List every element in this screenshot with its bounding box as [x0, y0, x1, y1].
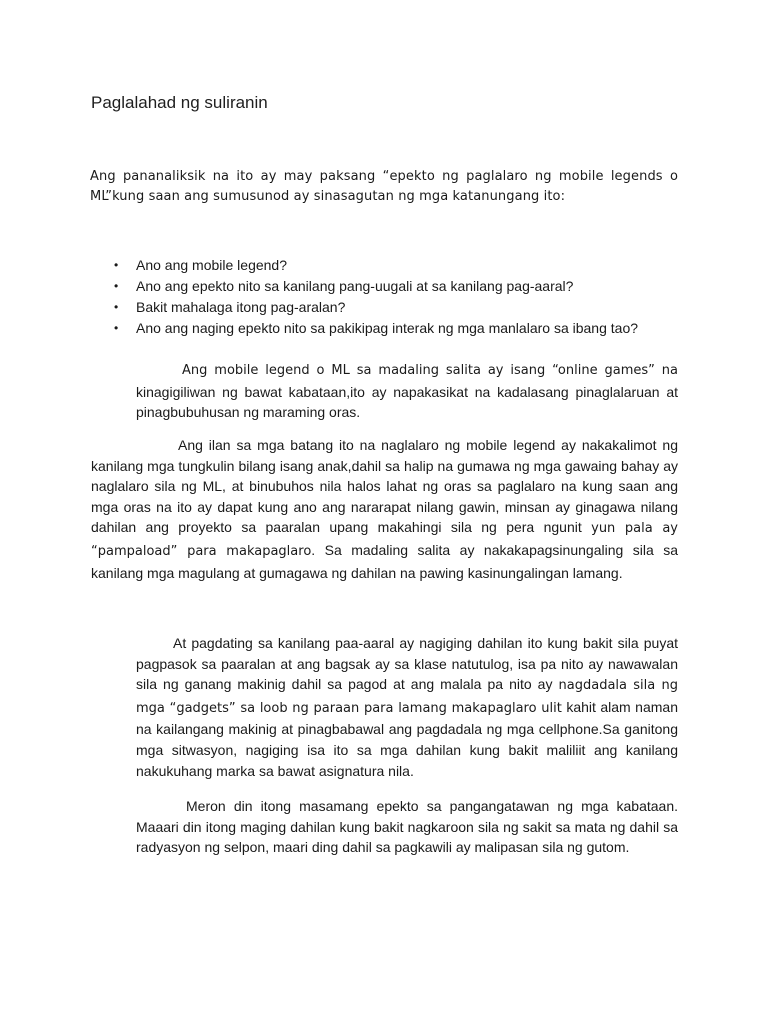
paragraph-text: nagdadala sila ng mga “gadgets” sa loob ng paraan para lamang makapaglaro ulit: [136, 678, 678, 716]
paragraph-responsibilities: [91, 435, 678, 583]
paragraph-text: Meron din itong masamang epekto sa pangangatawan ng mga kabataan. Maaari din itong maging dahilan kung bakit nagkaroon sila ng sakit sa mata ng dahil sa radyasyon ng selpon, maari ding dahil sa pagkawili ay malipasan sila ng gutom.: [136, 798, 678, 856]
paragraph-text: . Sa madaling salita ay nakakapagsinungaling sila sa kanilang mga magulang at gumagawa ng dahilan na pawing kasinungalingan lamang.: [91, 541, 679, 581]
question-text: Bakit mahalaga itong pag-aralan?: [136, 299, 346, 315]
paragraph-text: Ang ilan sa mga batang ito na naglalaro ng mobile legend ay nakakalimot ng kanilang mga tungkulin bilang isang anak,dahil sa halip na gumawa ng mga gawaing bahay ay naglalaro sila ng ML, at binubuhos nila halos lahat ng oras sa paglalaro na kung saan ang mga oras na ito ay dapat kung ano ang nararapat nilang gawin, minsan ay ginagawa nilang dahilan ang proyekto sa paaralan upang makahingi sila ng pera ngunit: [91, 437, 678, 536]
paragraph-text: yun pala ay “pampaload” para makapaglaro: [91, 521, 678, 559]
intro-paragraph: Ang pananaliksik na ito ay may paksang “epekto ng paglalaro ng mobile legends o ML”kung saan ang sumusunod ay sinasagutan ng mga katanungang ito:: [90, 169, 678, 204]
list-item: [112, 276, 638, 297]
paragraph-text: kinagigiliwan ng bawat kabataan,ito ay napakasikat na kadalasang pinaglalaruan at pinagbubuhusan ng maraming oras.: [136, 383, 678, 421]
list-item: [112, 297, 638, 318]
paragraph-text: At pagdating sa kanilang paa-aaral ay nagiging dahilan ito kung bakit sila puyat pagpasok sa paaralan at ang bagsak ay sa klase natutulog, isa pa nito ay nawawalan sila ng ganang makinig dahil sa pagod at ang malala pa nito ay: [136, 635, 678, 693]
paragraph-school: [136, 633, 678, 781]
bullet-icon: •: [114, 300, 119, 314]
paragraph-text: kahit alam naman na kailangang makinig at pinagbabawal ang pagdadala ng mga cellphone.Sa ganitong mga sitwasyon, nagiging isa ito sa mga dahilan kung bakit maliliit ang kanilang nakukuhang marka sa bawat asignatura nila.: [136, 698, 678, 779]
question-text: Ano ang epekto nito sa kanilang pang-uugali at sa kanilang pag-aaral?: [136, 278, 574, 294]
paragraph-mobile-legend: [136, 359, 678, 423]
document-title: Paglalahad ng suliranin: [91, 93, 268, 112]
question-text: Ano ang naging epekto nito sa pakikipag interak ng mga manlalaro sa ibang tao?: [136, 320, 639, 336]
paragraph-health: [136, 796, 678, 858]
list-item: [112, 255, 638, 276]
bullet-icon: •: [114, 279, 119, 293]
list-item: [112, 318, 638, 339]
paragraph-line: Ang mobile legend o ML sa madaling salita ay isang “online games” na: [182, 363, 678, 378]
question-text: Ano ang mobile legend?: [136, 257, 288, 273]
question-list: [112, 255, 638, 339]
bullet-icon: •: [114, 258, 119, 272]
bullet-icon: •: [114, 321, 119, 335]
